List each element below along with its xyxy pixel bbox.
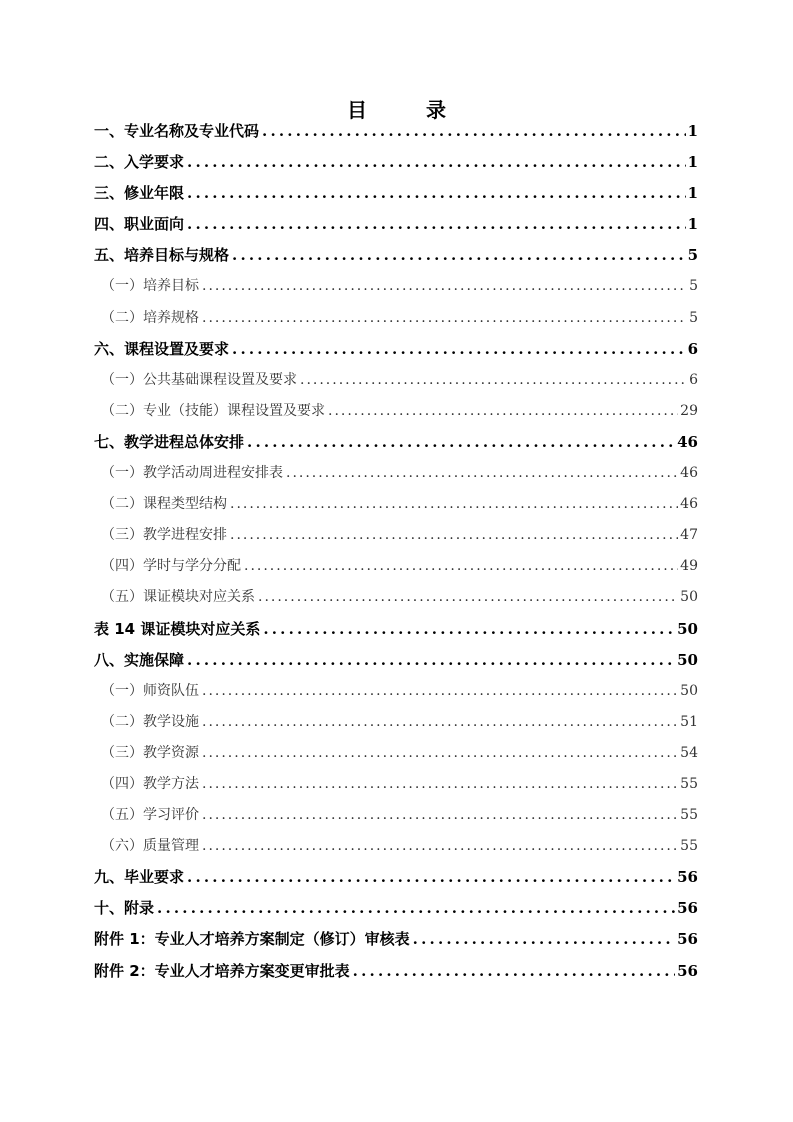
toc-entry-page-number: 1 bbox=[687, 215, 698, 234]
toc-dot-leader bbox=[413, 924, 675, 955]
toc-entry-label: （三）教学资源 bbox=[101, 744, 199, 761]
toc-entry-page-number: 46 bbox=[680, 496, 698, 513]
toc-entry[interactable] bbox=[94, 893, 698, 924]
toc-entry-page-number: 1 bbox=[687, 153, 698, 172]
toc-entry-label: （五）课证模块对应关系 bbox=[101, 589, 255, 606]
toc-dot-leader bbox=[202, 800, 678, 831]
toc-entry-page-number: 1 bbox=[687, 122, 698, 140]
toc-dot-leader bbox=[328, 396, 678, 427]
toc-dot-leader bbox=[202, 303, 687, 334]
toc-entry[interactable] bbox=[94, 520, 698, 551]
toc-entry[interactable] bbox=[94, 271, 698, 302]
toc-entry-label: 五、培养目标与规格 bbox=[94, 246, 230, 265]
toc-entry-label: （二）教学设施 bbox=[101, 713, 199, 730]
toc-entry-page-number: 56 bbox=[677, 961, 698, 980]
toc-entry-page-number: 50 bbox=[677, 650, 698, 669]
toc-entry-page-number: 50 bbox=[680, 682, 698, 699]
toc-entry[interactable] bbox=[94, 614, 698, 645]
toc-dot-leader bbox=[202, 271, 687, 302]
table-of-contents bbox=[94, 116, 698, 987]
toc-dot-leader bbox=[286, 458, 678, 489]
toc-entry-label: （四）教学方法 bbox=[101, 775, 199, 792]
toc-entry[interactable] bbox=[94, 116, 698, 147]
toc-entry-label: （二）培养规格 bbox=[101, 309, 199, 326]
toc-entry-label: 八、实施保障 bbox=[94, 650, 185, 669]
toc-dot-leader bbox=[202, 707, 678, 738]
toc-entry-page-number: 50 bbox=[677, 619, 698, 638]
toc-entry[interactable] bbox=[94, 396, 698, 427]
toc-entry-label: 九、毕业要求 bbox=[94, 868, 185, 887]
toc-entry-label: （三）教学进程安排 bbox=[101, 527, 227, 544]
toc-entry[interactable] bbox=[94, 551, 698, 582]
toc-dot-leader bbox=[187, 645, 675, 676]
toc-entry-page-number: 54 bbox=[680, 744, 698, 761]
toc-entry-label: （四）学时与学分分配 bbox=[101, 558, 241, 575]
toc-entry[interactable] bbox=[94, 862, 698, 893]
toc-entry-page-number: 47 bbox=[680, 527, 698, 544]
toc-entry-label: 七、教学进程总体安排 bbox=[94, 432, 245, 451]
toc-entry-page-number: 51 bbox=[680, 713, 698, 730]
toc-entry-label: 附件 2：专业人才培养方案变更审批表 bbox=[94, 961, 350, 980]
toc-entry-page-number: 55 bbox=[680, 807, 698, 824]
toc-dot-leader bbox=[232, 334, 686, 365]
toc-entry-page-number: 55 bbox=[680, 838, 698, 855]
toc-entry[interactable] bbox=[94, 209, 698, 240]
toc-dot-leader bbox=[300, 365, 687, 396]
toc-entry-page-number: 5 bbox=[689, 278, 698, 295]
toc-dot-leader bbox=[187, 862, 675, 893]
toc-entry-label: 三、修业年限 bbox=[94, 184, 185, 203]
toc-entry[interactable] bbox=[94, 458, 698, 489]
toc-entry-label: 表 14 课证模块对应关系 bbox=[94, 619, 261, 638]
toc-entry-label: （六）质量管理 bbox=[101, 838, 199, 855]
toc-dot-leader bbox=[202, 676, 678, 707]
toc-dot-leader bbox=[202, 738, 678, 769]
toc-entry[interactable] bbox=[94, 645, 698, 676]
toc-entry[interactable] bbox=[94, 738, 698, 769]
toc-entry-label: （一）公共基础课程设置及要求 bbox=[101, 371, 297, 388]
toc-entry[interactable] bbox=[94, 769, 698, 800]
toc-entry[interactable] bbox=[94, 365, 698, 396]
toc-entry-label: 六、课程设置及要求 bbox=[94, 339, 230, 358]
toc-dot-leader bbox=[187, 209, 686, 240]
toc-entry[interactable] bbox=[94, 582, 698, 613]
toc-entry-page-number: 56 bbox=[677, 868, 698, 887]
toc-dot-leader bbox=[262, 116, 686, 147]
toc-entry[interactable] bbox=[94, 956, 698, 987]
toc-entry[interactable] bbox=[94, 831, 698, 862]
toc-entry[interactable] bbox=[94, 924, 698, 955]
toc-entry-label: （二）课程类型结构 bbox=[101, 496, 227, 513]
toc-dot-leader bbox=[230, 520, 678, 551]
toc-entry[interactable] bbox=[94, 240, 698, 271]
toc-dot-leader bbox=[187, 147, 686, 178]
toc-dot-leader bbox=[244, 551, 678, 582]
toc-entry-label: 十、附录 bbox=[94, 899, 155, 918]
page-title: 目 录 bbox=[347, 98, 472, 122]
toc-entry-label: 二、入学要求 bbox=[94, 153, 185, 172]
toc-entry-page-number: 6 bbox=[687, 339, 698, 358]
toc-entry-page-number: 56 bbox=[677, 899, 698, 918]
toc-dot-leader bbox=[353, 956, 675, 987]
toc-entry[interactable] bbox=[94, 427, 698, 458]
toc-entry-page-number: 6 bbox=[689, 371, 698, 388]
toc-entry-label: 一、专业名称及专业代码 bbox=[94, 122, 260, 140]
toc-entry-page-number: 56 bbox=[677, 930, 698, 949]
toc-entry-label: （一）培养目标 bbox=[101, 278, 199, 295]
toc-entry[interactable] bbox=[94, 303, 698, 334]
toc-entry-label: 四、职业面向 bbox=[94, 215, 185, 234]
toc-dot-leader bbox=[263, 614, 675, 645]
toc-dot-leader bbox=[202, 831, 678, 862]
toc-entry-page-number: 5 bbox=[689, 309, 698, 326]
toc-entry-page-number: 46 bbox=[680, 465, 698, 482]
toc-entry[interactable] bbox=[94, 676, 698, 707]
toc-entry-label: （五）学习评价 bbox=[101, 807, 199, 824]
toc-dot-leader bbox=[232, 240, 686, 271]
toc-entry-label: 附件 1：专业人才培养方案制定（修订）审核表 bbox=[94, 930, 410, 949]
toc-entry-page-number: 5 bbox=[687, 246, 698, 265]
toc-entry-label: （一）师资队伍 bbox=[101, 682, 199, 699]
toc-entry[interactable] bbox=[94, 334, 698, 365]
toc-entry-label: （二）专业（技能）课程设置及要求 bbox=[101, 402, 325, 419]
toc-entry[interactable] bbox=[94, 178, 698, 209]
toc-dot-leader bbox=[202, 769, 678, 800]
toc-entry-page-number: 29 bbox=[680, 402, 698, 419]
toc-entry-page-number: 50 bbox=[680, 589, 698, 606]
toc-dot-leader bbox=[230, 489, 678, 520]
toc-dot-leader bbox=[258, 582, 678, 613]
toc-entry[interactable] bbox=[94, 147, 698, 178]
toc-entry[interactable] bbox=[94, 489, 698, 520]
toc-entry-page-number: 49 bbox=[680, 558, 698, 575]
toc-entry-page-number: 55 bbox=[680, 775, 698, 792]
toc-entry-page-number: 1 bbox=[687, 184, 698, 203]
toc-entry-page-number: 46 bbox=[677, 432, 698, 451]
toc-dot-leader bbox=[247, 427, 675, 458]
toc-entry-label: （一）教学活动周进程安排表 bbox=[101, 465, 283, 482]
toc-entry[interactable] bbox=[94, 800, 698, 831]
toc-dot-leader bbox=[157, 893, 675, 924]
toc-entry[interactable] bbox=[94, 707, 698, 738]
toc-dot-leader bbox=[187, 178, 686, 209]
